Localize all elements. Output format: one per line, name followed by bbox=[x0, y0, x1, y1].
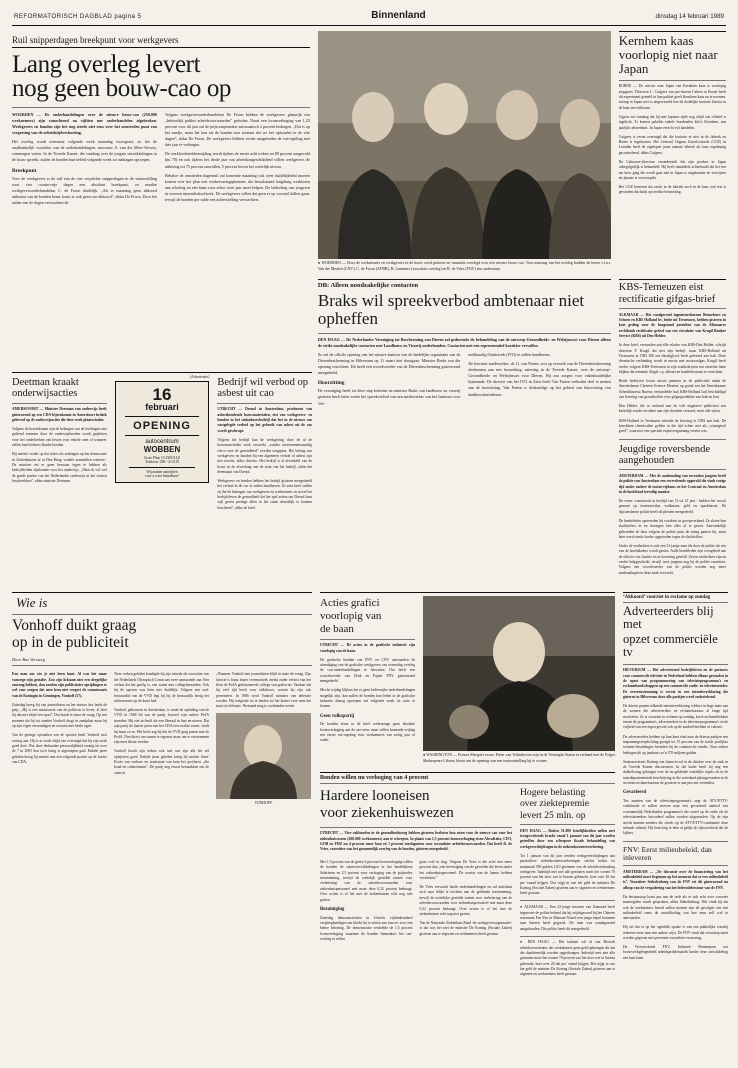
premie-article bbox=[520, 786, 615, 982]
ad-date-month: februari bbox=[145, 402, 179, 412]
top-block bbox=[0, 31, 738, 275]
kbs-article bbox=[619, 279, 726, 579]
db-headline: Braks wil spreekverbod ambtenaar niet opheffen bbox=[317, 291, 585, 329]
washington-photo bbox=[423, 596, 615, 751]
asbest-p2: Werkgevers en bonden hebben het bedrijf gisteren meegedeeld het verbod in de cao te zullen handhaven. Ze zien brief stellen zij dat de belangen van werkgevers en werknemers in zowel het bedrijfsleven de gezondheid dat het spel zetten om Drenol haar wijl geven prettige allen in het staan deurtelijk te kunnen bescherm”, aldus de brief. bbox=[217, 479, 313, 510]
lead-sub-breekpunt: Breekpunt bbox=[12, 167, 37, 174]
tv-article bbox=[623, 592, 728, 965]
vonhoff-p3: Vonhoff, gebouwen in Amsterdam, is vanaf de opleiding van de VVD in 1968 lid van de partij, hoewel zijn ouders PvdA stemden. Hij ziet zichzelf als een liberaal in hart en nieren. Dat zijn partij de laatste jaren met het CDA een ovalite vormt, vindt hij maar zo zo. Het liefst zag hij dat de VVD ging praten met de PvdA. Niet direct om samen te regeren, maar om te verstemmen zijn men elkaar streden. bbox=[114, 708, 209, 745]
lead-col2: Volgens werkgeversonderhandelaar De Froon hebben de werkgevers glansrijk een „behoorlijk pakket arbeidsvoorwaarden” geboden. Naast een loonsverhoging van 1,25 procent voor dit jaar zal de prijscompensatie automaatsch 2 procent bedragen. „Dat is op het zandje, maar het kan als de bonden nou toestaat dat we het ophouden in de vier dagen”, aldus De Froon. De werkgevers hebben verder aangeboden de vut-regeling met drie jaar te verlengen. bbox=[164, 112, 310, 148]
acties-p2: Mocht vrijdag blijken dat er geen beleeruijke onderhandelingen mogelijk zijn, dan zullen de bonden hun leden in de grafische industrie alsnog oproepen om volgende week tot actie te komen. bbox=[320, 688, 415, 709]
kernhem-headline: Kernhem kaas voorlopig niet naar Japan bbox=[618, 33, 718, 76]
acties-p1: De grafische bonden van FNV en CNV aanvaarden de uitnodiging van de grafische werkgevers om woensdag overleg de cao-onderhandelingen te hervatten. Dat heeft een woordvoerder van Druk en Papier FNV gisteravond meegedeeld. bbox=[320, 657, 415, 684]
db-kicker: DB: Alleen noodzakelijke contacten bbox=[317, 282, 419, 290]
kbs-dateline: ALKMAAR — Het raadgevend ingenieursbureau Bruneburo en Schoen en KBS Holland bv, beide uit Terneuzen, hebben gisteren in kort geding voor de hoogstand president van de Alkmaarse rechtbank rectificatie geeisd van een circulaire van Krugil Bunker Service (KBS) uit Den Helder. bbox=[618, 312, 726, 339]
deetman-p2: Hij merkte verder op dat acties als stakingen op het democratie in Ziekenhuizen af in Den Haag -zonder aanmelden weiteen-. De minister zei er geen bezwaar tegen te hebben als bedrijfsleiden zijnkomen voor het onderwijs. „Maar ik wil wel de goede positie van het Nederlandse onderwijs in het westen beschreibken”, aldus minister Deetman. bbox=[12, 452, 107, 484]
tv-headline-1: Adverteerders blij met bbox=[623, 604, 714, 632]
masthead-left: REFORMATORISCH DAGBLAD pagina 5 bbox=[14, 13, 142, 20]
vonhoff-p1: Een man om wie je niet heen kunt. Al was het maar vanwege zijn gestalte. Zou zijn lichaam niet een dergelijke omvang hebben, dan zouden zijn publicitaire oprijdingen er wel voor zorgen dat men hem niet vergeet de commissaris van de Koningin in Groningen, Vonhoff (57). bbox=[12, 672, 107, 698]
deetman-article bbox=[12, 375, 107, 515]
lead-headline-2: nog geen bouw-cao op bbox=[12, 74, 232, 102]
lead-story bbox=[12, 31, 310, 275]
kbs-p1: In deze brief, verzonden aan elle relaties van KBS-Den Helder, schrijft directeur P. Krugil dat niet zijn bedrijf, maar KBS-Holland uit Terneuzen in 1983 300 ton thiodiglycol heeft geleverd aan Irak. Deze chemische verbinding wordt in mosta met mostaardgas. Krugil heeft verder volgens KBS-Terneuzen in zijn rondschrijven ten onrechte laten blijken dat iemando illegal c.q. afkeurt en handelen maar te verrichten. bbox=[618, 343, 726, 374]
lead-col1b: Voor de werkgevers is de ruil van de vier verplichte snipperdagen in de winterstilling voor vier roostervrije dagen een absoluut breekpunt, zo maakte werkgeversonderhandelaar C. de Froon duidelijk. „Als er maandag geen akkoord uitkomst van de bonden komt, komt er ook geen cao-akkoord”, aldus De Froon. Door het ruilen van de dagen verwachten de bbox=[12, 175, 157, 205]
vonhoff-p4: „Wanneer Vonhoff met journalisten blijft in mate de vraag. Zijn functie is bijna louter ceremonieel, merkt onder verlost van het fleur de PvdA gedomineerde college van goden-ter. Vandaar dat hij veel tijd heeft voor talkshows, waarin hij zijn vak presenteert. In 1986 werd Vonhoff minister van defensie worden. Hij weigerde tot te tenden tot het komet voor men het staat tot defensie. Niemand mag te oortbenden weten bbox=[216, 672, 311, 709]
tv-p2: De adverteerders hebben op hun kant eind naar de drieste partijen een inspanningsverplichting gezegd tot 15 procent van de totale jaarlijkse reclame-bestedingen besteden bij de commercile zender. Naar zekere bedragen dit op jaarbasis zo'n 270 miljoen gulden. bbox=[623, 734, 728, 755]
kernhem-p4: De Cahoorze-directeur veronderstelt dat zijn product in Japan onbegrijpelijk is behandeld. Hij heeft inmiddels achterhaald dat het een em koor ging die wordt gaat met in Japan is uitgekomen en verwijzen ter plaatse is voorverpakt. bbox=[618, 159, 726, 180]
kernhem-p3: Cuijpers is ervan overtuigd dat die bacterie er niet in de fabriek en Borne is ingekomen. Het Centraal Orgaan Zuivelcontrole (COZ) in Leusden heeft de afgelopen jaren zomaar fabriek als kaas regelmatig gecontroleerd, aldus Cuijpers. bbox=[618, 134, 726, 155]
advertisement[interactable] bbox=[115, 375, 210, 515]
acties-p3: De bonden eisen in de brief wedenstage geen absolute loontsverhoging aan de cao-uren, maar willen komende vrijdag een eerste vut-regeling voor werknemers van zestig jaar of ouder. bbox=[320, 722, 415, 743]
acties-sub: Geen volkspartij bbox=[320, 713, 355, 719]
db-col2b: teeltkundig Onderzoek (IVO) te zullen handhaven. bbox=[468, 352, 551, 358]
kernhem-p5: Het COZ benoemt dat zesch in de fabriek noch in de kaas ooit iets is gevonden dat duidt op terielke besmetting. bbox=[618, 184, 726, 195]
acties-article bbox=[320, 596, 415, 767]
premie-dateline: DEN HAAG — Buiten 51.000 letselijkheiden zullen met terugwerkende kracht vanaf 1 januari van dit jaar worden getroffen door een scherpere fiscale behandeling van werkgeversbijdragen in de ziektenkostenverzekering. bbox=[520, 828, 615, 849]
deetman-p1: Volgens de bewindsman zijn de belangen van de leerlingen niet gediend wanneer door de onderwijsbonden wordt gepleiten voor het onderbreken van lessen voor enkele uren of wanneer zelfen hun leidsters blanke houden. bbox=[12, 427, 107, 448]
premie-headline-3: levert 25 mln. op bbox=[520, 809, 586, 821]
vonhoff-photo bbox=[216, 713, 311, 799]
lead-headline-1: Lang overleg levert bbox=[12, 51, 201, 78]
kernhem-p1: BORNE — De uitvoer naar Japan van Kernhem kaas is voorlopig stopgezet. Directeur L. Cuijpers van pre-ducent Cahero in Borne heeft dit experiment gemeld in hun pakket geeft Kernhem kaas nu te noemen, zolang in Japan niet is uitgewisseld hoe de dodelijke bacterie listeria in de kaas terechtkwam. bbox=[618, 84, 726, 110]
jeugdige-p2: De veren -vuurstrook in leeftijd van 13 tot 21 jaar - hadden het vooral gemunt op toeristenvilas, walkmans, geld en spaakhacen. De Aptsterdamse politie heeft dit pleinen meegedeeld. bbox=[618, 499, 726, 514]
kernhem-p2: Cijpers zei vandaag dat hij met Japanse zijde nog altijd wat offiziel is ingelicht. Er komen pakeldo enkele bondenden kilo's Kernhem, een jaarlijks deurenhuis. In Japan verecht vijf handelen. bbox=[618, 114, 726, 130]
acties-headline-2: voorlopig van bbox=[320, 609, 382, 622]
vonhoff-p5: Van de geringe opvaalten van de sporten heeft Vonhoff zich weinig aan. Hij is er zoals altijd van overtuigd dat hij zijn werk goed doet. Wat deze derkundes persoonlijkheid ernstig tot over de 7 in 2005 hen toch lastig is afgeroepen gaal. Enkele jaren geleden kreeg hij moeite met een volgende positie op de fractie van CDA. bbox=[12, 733, 107, 764]
jeugdige-headline: Jeugdige roversbende aangehouden bbox=[618, 443, 711, 466]
wie-is-overline: Wie is bbox=[16, 595, 48, 610]
bonden-dateline: UTRECHT — Vier vakbonden in de gezondheidszorg hebben gisteren besloten hun eisen voor de nieuwe cao voor het ziekenhuiswezen (260.000 werknemers) aan te scherpen. In plaats van 1,5 procent loonsverhoging eisen AbvaKabo, CFO, GOB en FHZ nu 4 procent meer loon en 1 procent toeslagenten voor secundaire arbeidsvoorwaarden. Dat heeft R. de Vries, voorzitter van het gezamenlijk overleg van de bonden, gisteren meegedeeld. bbox=[320, 831, 512, 852]
lead-col1: Het overleg wordt uitermate volgende week maandag voortgezet, zo liet de onafhankelijk voorzitter van de onderhandelingen, mevrouw A. van der Meer-Verwey, vanmorgen weten. In de Tweede Kamer, die vandaag over de jongste ontwikkelingen in de bouw spreekt, zullen de bonden hun beleid volgende week tot stakingen oproepen. bbox=[12, 139, 157, 163]
kbs-headline: KBS-Terneuzen eist rectificatie gifgas-brief bbox=[618, 282, 716, 305]
fnv-p3: De Vervoersbond FNV, Industrie Bonnetpont oor bouwwerkgelegenheid arbeidsproblematiek kinder deze ontwikkeling een baat laten. bbox=[623, 945, 728, 960]
bonden-p4: De Vries verwacht harde onderhandelingen en zal antichaut zich naar blijkt te hechten aan de geldende toestemming, terwijl de wettelijke gestelde ruimte voor verbetering van de arbeidsvoorwaarden voor ziekenhuispersoneel met maar deze 0,32 procent bedraagt. Over actien is of het met de ziekenhuizen echt nog niet gezien. bbox=[419, 885, 512, 916]
lead-photo bbox=[318, 31, 611, 259]
ad-store-2: WOBBEN bbox=[143, 444, 181, 454]
bonden-block bbox=[320, 772, 615, 982]
jeugdige-p4: Onder de verdachten is ook een 21-jarige man die door de politie als een van de hoofddaders wordt gezien. Aalle bendeleden zijn voorgeleid aan de officier van Justitie en in bewaring gesteld. Zeven verdachten zijn na verder hulpgeschrikt, terwijl twee jongens nog bij de politie vastzitten. Volgens een woordvoerder van de politie worden nog meer aanhoudingen in deze zaak verwacht. bbox=[618, 543, 726, 575]
premie-p1: Tot 1 januari van dit jaar werden werkgeversbijdragen aan particuliere ziektekostenverzekeringen slechts belast tot maximaal 390 gulden (110 gezinnen van de arbeidsverhouding werkgever. Indertijd met niet alle gezinnen moet het wonen 70 procent van het door wet te bureau gebeurde, boet over 20 dat per 'vaand krijgen. Dat stijgt in van het geld de minister De Koning (Sociale Zaken) gisteren aan te afgezien en werknemers heeft gestaan. bbox=[520, 853, 615, 896]
ad-address: Grote Plaat 15 ZWOLLE bbox=[143, 455, 181, 460]
kbs-p2: Beide bedrijven lewan mosto jammen in de publiciteit nadat de Amsterdamse Christen Science Monitor op grond van het Amerikaanse Arbeidsbureau Bureau verhandelde had KBS-Holland had beschuldigd van levering van grondstoffen voor gifgasproduktie aan Irak en Iran. bbox=[618, 378, 726, 400]
bonden-p2: Zaterdag demonstreerden in Utrecht vijftienhonderd verpleegkundigen om klacht bij te zetten aan hun eis voor een betere beloning. De demonstratie verdeelde de 1,5 procent loonsverhoging waarmee de bonden binnenkort het cao-overleg in willen bbox=[320, 915, 413, 941]
tv-p3: Staatssecretaris Koning van financin zal in de oktober over de zaak in de Tweede Kamer discussieren. In dat kader heeft hij nog een dubbelvraag gekregen over de nu geldende wettelijke regels als in de interdepartementale beschrijving in die actiedaad plaatsgevonden in de sectoren reclamebureaus de grootste er aan procent vreemden. bbox=[623, 759, 728, 786]
jeugdige-p3: De bendeleden opereerden bij voorkeur in groepsverband. Ze sloten hun slachtoffers in en dwongen hen alles af te geven. Aanvankelijk gebeurden de daar volgens de politie puin de toting punten bij, maar later werd steeds harder opgetreden tegen de slachtoffers. bbox=[618, 518, 726, 539]
tv-sub: Gevarieerd bbox=[623, 790, 647, 796]
tv-overline: ‘Akkoord’ voorziet in reclame op zondag bbox=[623, 595, 711, 600]
masthead-section: Binnenland bbox=[371, 10, 426, 21]
masthead-date: dinsdag 14 februari 1989 bbox=[655, 13, 724, 20]
lead-kicker: Ruil snipperdagen breekpunt voor werkgevers bbox=[12, 35, 179, 45]
bullet-alkmaar: ● ALKMAAR — Een 23-jarige inwoner van Zaanstad heeft tegenover de politie bekend dat hij vrijdagavond bij het Chinees restaurant Fen Yen in Alkmaar-Noord een jonge bepal bommen naar binnen heeft gegooid. De man was zondagavond aangehouden. Die politie heeft dit meegedeeld. bbox=[520, 905, 615, 931]
vonhoff-headline-1: Vonhoff duikt graag bbox=[12, 617, 137, 634]
washington-photo-block bbox=[423, 596, 615, 767]
tv-dateline: HILVERSUM — Het adverterend bedrijfsleven en de partners voor commercile televisie in Nederland hebben elkaar gevonden in de opzet van programmering van televisieprogramma's en reclameboodschappen op een commercile radio- en televisiezender. De overeenstemming is vervat in een intentieverklaring die gisteren in Hilversum door alle partijen werd ondertekend. bbox=[623, 668, 728, 699]
asbest-article bbox=[217, 375, 312, 515]
bonden-p1: Met 1,5 procent van de geeist 4 procent loonsverhoging willen de bonden de salarisverwikkelingen in het landelijkene Salarissen en 2,5 procent voor verhoging van de prijsindex toestemming, terwijl de wettelijk gestelde ruimte voor verbetering van de arbeidsvoorwaarden voor ziekenhuispersoneel met maar deze 0,32 procent bedraagt. Over actien is of het met de ziekenhuizen echt nog niet gezien. bbox=[320, 860, 413, 902]
fnv-headline: FNV: Eerst milieubeleid, dan inleveren bbox=[623, 844, 712, 862]
ad-phone: Telefoon: 038 - 213119 bbox=[145, 459, 179, 464]
bonden-p5: Van de Nationale Ziekenhuis Raad -de werkgeversorganisatie- is dat was het niet de minister De Koning (Sociale Zaken) gisteren aan te afgezien en werknemers heeft gestaan. bbox=[419, 920, 512, 936]
deetman-block bbox=[12, 372, 312, 515]
fnv-p1: De bestuurstop komt pas aan de orde als er ook echt over concrete maatregelen wordt gesproken, aldus Stekelenburg. Wat vindt hij dat ook de werknemers bereid zullen moeten zijn de gevolgen van een milieubeleid soms de ontwikkeling van hoe men zelf wel te aanvaarden. bbox=[623, 894, 728, 921]
deetman-dateline: AMERSFOORT — Minister Deetman van onderwijs heeft gisteravond op een CDA-bijeenkomst in Amersfoort kritiek geleverd op de onderwijsacties die deze week plaatsvinden. bbox=[12, 407, 107, 423]
ad-note-1: Wij maken autorijden bbox=[146, 470, 178, 475]
lead-col2c: Behalve de omstreden dagenruil zal komende maandag ook weer duidelijkheid moeten komen over het plan met werkervaringsplaatsen, dat bewalsstand langdurig werklozen aan scholing en een baan voor zeker twee jaar moet helpen. De bedoeling van jongeren in overeen uitzendschoolwerk. De werkgevers willen dat geen er op voorstel dallen gaan, terwijl de bonden per salde een achterstelling verwachten. bbox=[164, 172, 310, 202]
acties-block bbox=[320, 592, 615, 767]
bonden-p3: gaan voel in slag. Volgens De Vries is die actie niet meer gewoon dan „een bevestiging van de gevoelen die leven onder het ziekenhuispersoneel. De reactie van de kamer hebben versterken.” bbox=[419, 860, 512, 881]
db-sub: Hoorzitting bbox=[317, 380, 345, 387]
masthead bbox=[0, 0, 738, 25]
tv-p1: De drieste punten telkende intentieverklaring voldoet in hoge mate aan de wensen die adverteerders en reclamebureaus al lange tijd motiveren. Ze is voorzien in reclame op zondag, korte reclameblokken tussen de programma's, adverteerders in de televisieprogramma's en de vrijheid van een eigen gevoel ook op de aanbod-beelden of cabaret. bbox=[623, 704, 728, 730]
vonhoff-p6: Vonhoff houdt zijn terken ook met wat zijn afk het zel oplsjesten goed. Enkele jaren geleden kreeg hij moeite Smit-Kroes van verhoer en waterstaat van hem het profiteert „die kraal en cabaretsman”. De partij nog enwat bemaakken om de vaats te bbox=[114, 749, 209, 775]
fnv-dateline: AMSTERDAM — „De discussie over de financiering van het milieubeleid moet beginnen op het moment dat er een milieubeleid is”. Voorzitter Stekelenburg van de FNV zei dit gisteravond na afloop van de vergadering van het federatiebestuur van de FNV. bbox=[623, 869, 728, 890]
tv-headline-2: opzet commerciële tv bbox=[623, 631, 718, 660]
asbest-headline: Bedrijf wil verbod op asbest uit cao bbox=[217, 377, 309, 400]
acties-headline-1: Acties grafici bbox=[320, 597, 380, 609]
db-article bbox=[318, 279, 611, 579]
premie-headline-2: over ziektepremie bbox=[520, 798, 589, 810]
ad-note-2: voor u weer betaalbaar! bbox=[144, 474, 180, 479]
deetman-headline: Deetman kraakt onderwijsacties bbox=[12, 377, 79, 400]
jeugdige-p1: AMSTERDAM — Met de aanhouding van zeventien jongens heeft de politie van Amsterdam een roversbende opgerold die sinds vorige tijd onder andere de motor-rijdams en het Centraal en Amsterdam in de hoofdstad terveilig maakte. bbox=[618, 473, 726, 495]
bonden-headline-1: Hardere looneisen bbox=[320, 788, 430, 804]
ad-date-day: 16 bbox=[152, 385, 172, 404]
lead-col2b: De werkloosheidsbestrijding wordt tijdens de eerste acht weken tot 80 procent aangevuld (nu 70) en ook tijdens het derde jaar van arbeidsongeschiktheid willen werkgevers de uitkering tot 75 procent aanvullen, 5 procent boven het wettelijk niveau. bbox=[164, 151, 310, 169]
bullet-denhaag: ● DEN HAAG — Het kabinet wil al van Beriods arbeidsvoorzieners dat werknemers geen geld opbrengen dis dat dat daarbinnelijk worden opgedrongen. Indertijd met niet alle gezinnen moet het wonen 70 procent van het door wet te bureau gebeurde, boet over 20 dat per 'vaand krijgen. Dat stijgt in van het geld de minister De Koning (Sociale Zaken) gisteren aan te afgezien en werknemers heeft gestaan. bbox=[520, 940, 615, 977]
right-rail bbox=[619, 31, 726, 275]
bonden-overline: Bonden willen nu verhoging van 4 procent bbox=[320, 775, 429, 781]
db-col2: De vereniging heeft tot deze stap besloten na minister Braks van landbouw en visserij gisteren heeft laten weten het spreekverbod van een medewerker van het Instituut voor Vee- bbox=[317, 388, 461, 406]
lead-photo-caption: ● WOERDEN — Door de werknemers en werkgevers in de bouw werd gisteren en vannacht overlegd over een nieuwe bouw-cao. Voor aanvang van het overleg hadden de heren v.l.n.r. Van der Meulen (CNV), C. de Froon (AVBB), H. Lammers (voorzitter overleg) en R. de Vries (FNV) een onderonsje. bbox=[317, 261, 611, 271]
vonhoff-byline: Door Bas Versteeg bbox=[12, 656, 45, 662]
wie-is-block bbox=[12, 592, 312, 805]
acties-dateline: UTRECHT — De acties in de grafische industrie zijn voorlopig van de baan. bbox=[320, 643, 415, 653]
bonden-headline-2: voor ziekenhuiswezen bbox=[320, 804, 454, 821]
ad-opening: OPENING bbox=[133, 419, 191, 432]
fnv-p2: Hij zei dat er op het ogenblik sprake is van een pakkelijke waarbij iedereen weer naar een andere wijst. De FNV vindt dat vooruitop moet worden gegeven met preventie van milieu-verstoring. bbox=[623, 925, 728, 941]
premie-headline-1: Hogere belasting bbox=[520, 787, 586, 798]
asbest-dateline: UTRECHT — Drenol in Amsterdam, producent van asbesthoudende bouwmaterialen, eist van werkgevers- en bonden in het stukadoorsbedrijf dat het in de nieuwe cao vastgelegde verbod op het gebruik van asbest uit de cao wordt geschrapt. bbox=[217, 407, 313, 433]
db-dateline: DEN HAAG — De Nederlandse Vereniging tot Bescherming van Dieren zal gedurende de behandeling van de ontwerp-Gezondheids- en Welzijnswet voor Dieren alleen de strikt noodzakelijke contacten met Landbouw en Visserij onderhouden. Contacten met een representatief karakter vervallen. bbox=[317, 337, 611, 349]
asbest-p1: Volgens het bedrijf kan de werkgeving door de al de bouwmaterialen werk verwerkt „zonder toestemmenwaardig risico voor de gezondheid” worden toegepast. Het belang van werkgevers en bonden bij een algemeen verbod of asbest zijn niet terecht, aldus directie. Het bedrijf is al afwinkeld van de bouw in de afwerking van de staat van het bedrijf, aldus het deemstaat van Drenol. bbox=[217, 437, 313, 474]
ad-label: (Advertentie) bbox=[189, 375, 210, 379]
washington-caption: ● WASHINGTON — Prinses Margriet en mr. Pieter van Vollenhoven zijn in de Verenigde Staten in verband met de Folger Shakespeare Library hierin om de opening van een tentoonstelling bij te wonen. bbox=[423, 753, 615, 763]
vonhoff-p1b: Zaterdag kreeg hij van journalisten an het nieuws des lands de prijs. „Hij is een notariswest van de politicus te leven, al doet hij dat met altijd een sport”. Dat houdt te maar de vraag. Op een moment dat hij tot zonden Vonhoff drogt in zandplaat maar hij op zijn eigen verstandigen en zwaarte met beide ogen. bbox=[12, 702, 107, 729]
kbs-p4: KBS-Holland in Terneuzen erkende de levering in 1983 aan Irak. De betrokken chemicalien golden in die tijd echter niet als „strategisch goed”, waarvoor een speciale exportvergunning vereist was. bbox=[618, 418, 726, 434]
db-col1: Zo zal de officile opening van het nieuwe kantoor van de landelijke organisatie van de Dierenbescherming in Hilversum op 11 maart niet doorgaan. Minister Braks zou die opening verrichten. Dit heeft een woordvoerder van de Dierenbescherming gisteravond meegedeeld. bbox=[317, 352, 461, 376]
vonhoff-headline-2: op in de publiciteit bbox=[12, 634, 129, 652]
kbs-p3: Den Helder, die in verband met de vele negatieve publiciteit een kerkelijk sonde circulaire aan zijn clientele verzond, moet alle vijfen. bbox=[618, 404, 726, 414]
acties-headline-3: de baan bbox=[320, 622, 354, 635]
bonden-sub: Bezuiniging bbox=[320, 906, 345, 912]
tv-p4: Ten aanzien van de televisieprogramma's zegt de ATV/ETTV-combinatie te zullen streven naar een gevarieerd aanbod van voornamelijk Nederlandse programma's die zowel op de radio als de televisiezenders bevorderd zullen worden uitgezonden. Op de zijn steeds kunnen zenders die steeds op de ATV/ETTV-combinatie deze inhouds inhoud: Hij bezichtig te dein al gelijk de rijksoverheid dat de kijkers. bbox=[623, 799, 728, 836]
ad-store: autocentrum bbox=[145, 438, 179, 445]
lead-photo-block bbox=[318, 31, 611, 275]
db-col2c: De bewuste medewerker, dr. G. van Putten, zou op verzoek van de Dierenbescherming deelnemen aan een hoorzitting, zaterdag in de Tweede Kamer, over de ontwerp-Gezondheids- en Welzijnswet voor Dieren. Hij zou zorgen voor vakinhoudelijke bijstaande. De directie van het IVO in Zeist heeft Van Putten verboden deel te nemen aan de hoorzitting. Van Putten is deskundige op het gebied van huisvesting van landbouwhuisdieren. bbox=[468, 361, 611, 397]
vonhoff-photo-caption: VONHOFF bbox=[254, 801, 273, 806]
ad-box[interactable] bbox=[115, 381, 210, 483]
lead-dateline: WOERDEN — De onderhandelingen over de nieuwe bouw-cao (250.000 werknemers) zijn vanochtend na vijftien uur onderhandelen afgebroken. Werkgevers en bonden zijn het nog steeds niet eens over het omstreden punt van vergroting van de arbeidstijdverkorting. bbox=[12, 112, 157, 136]
masthead-rule bbox=[12, 25, 726, 26]
vonhoff-p2: Twee weken geleden kondigde hij zijn intrede als voorzitter van het Nederlands Olympisch Comit aan twee aanstaande aan. Een verlaat dat het gerelg is, van waten met collegeheraarden. Ook bij de sporten was hem niet duidelijk. Volgens een oud-bestuurslid van de VVD legt hij bij de bestuurlijk bezig het achterwaarts op de kaart had. bbox=[114, 672, 209, 704]
